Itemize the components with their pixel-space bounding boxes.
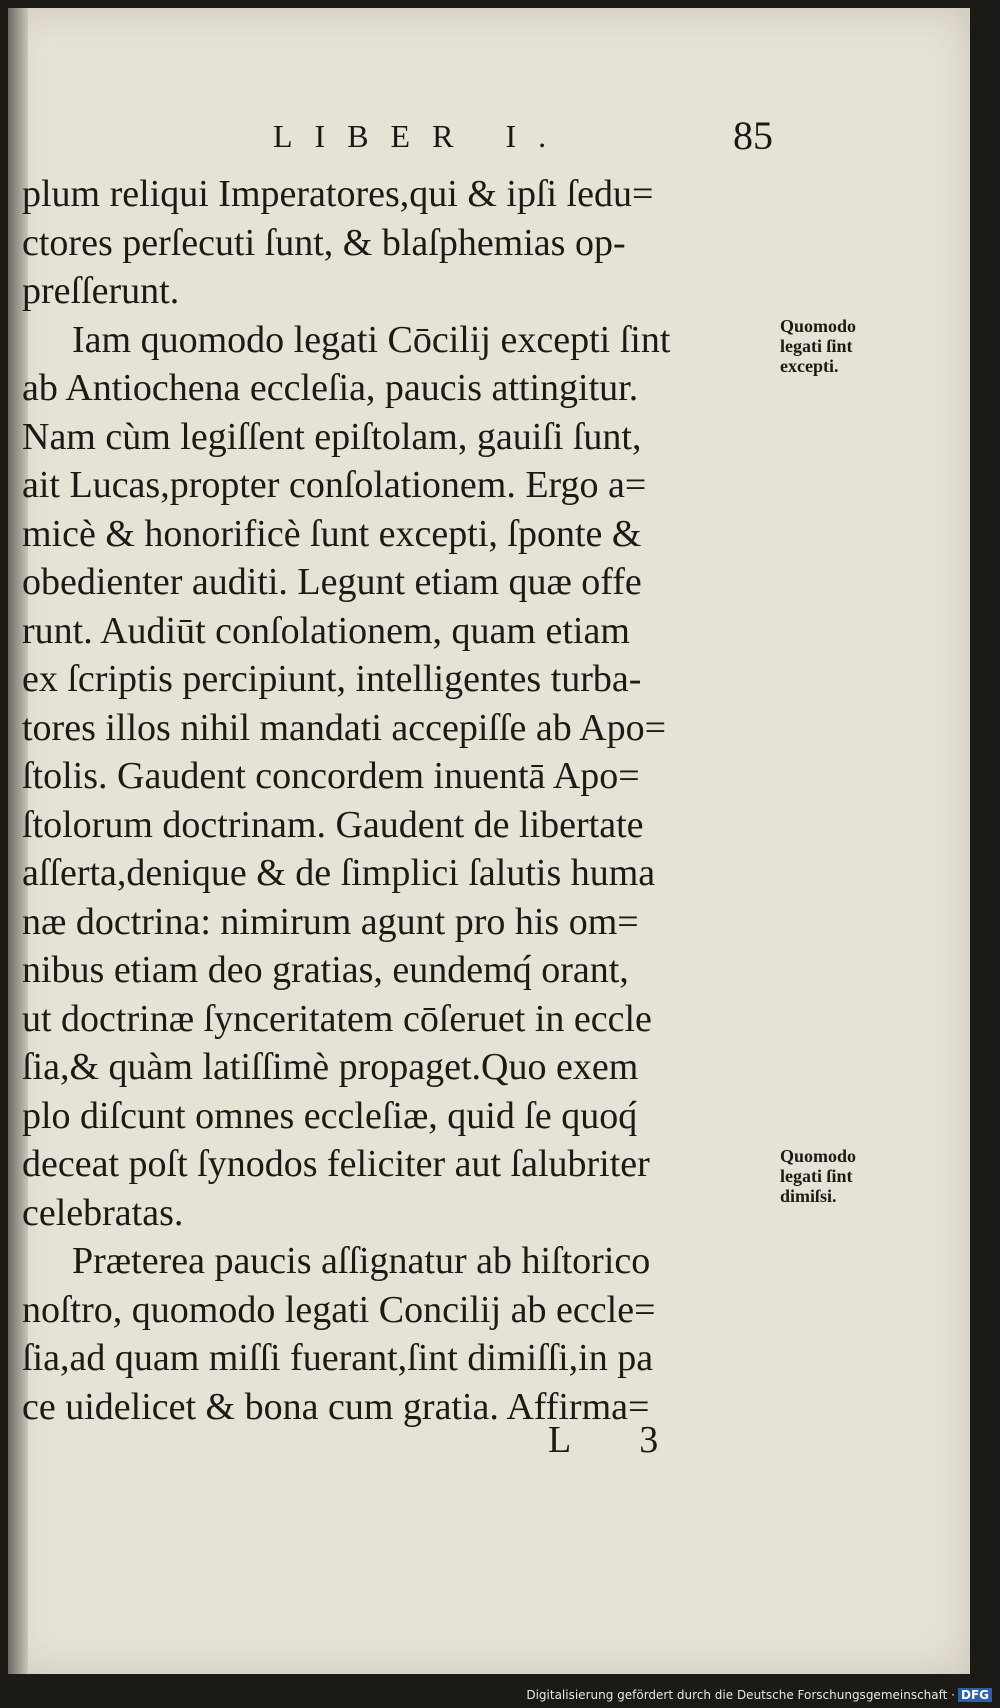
text-line: ut doctrinæ ſynceritatem cōſeruet in eccle	[22, 997, 652, 1040]
book-page	[8, 8, 970, 1674]
text-line: Præterea paucis aſſignatur ab hiſtorico	[72, 1240, 651, 1282]
marginal-line: Quomodo	[780, 316, 857, 336]
text-line: ab Antiochena eccleſia, paucis attingitur.	[22, 367, 639, 409]
text-line: micè & honorificè ſunt excepti, ſponte &	[22, 512, 642, 555]
text-line: ſtolis. Gaudent concordem inuentā Apo=	[22, 755, 640, 797]
signature-mark: L 3	[548, 1419, 689, 1461]
marginal-line: excepti.	[780, 356, 839, 376]
text-line: ex ſcriptis percipiunt, intelligentes turba-	[22, 658, 642, 700]
marginal-note-excepti	[780, 316, 856, 376]
text-line: ait Lucas,propter conſolationem. Ergo a=	[22, 464, 647, 506]
marginal-line: legati ſint	[780, 1166, 853, 1186]
text-line: Iam quomodo legati Cōcilij excepti ſint	[72, 318, 671, 361]
body-text	[22, 170, 782, 1431]
page-header	[263, 113, 783, 158]
text-line: ſtolorum doctrinam. Gaudent de libertate	[22, 803, 644, 846]
marginal-note-dimissi	[780, 1146, 856, 1206]
text-line: deceat poſt ſynodos feliciter aut ſalubriter	[22, 1143, 650, 1185]
text-line: aſſerta,denique & de ſimplici ſalutis huma	[22, 852, 656, 894]
dfg-logo: DFG	[958, 1688, 992, 1702]
marginal-line: legati ſint	[780, 336, 853, 356]
text-line: plum reliqui Imperatores,qui & ipſi ſedu=	[22, 173, 654, 215]
text-line: plo diſcunt omnes eccleſiæ, quid ſe quoq́	[22, 1094, 638, 1137]
text-line: celebratas.	[22, 1191, 184, 1234]
text-line: Nam cùm legiſſent epiſtolam, gauiſi ſunt,	[22, 415, 642, 458]
page-number: 85	[733, 113, 773, 158]
text-line: næ doctrina: nimirum agunt pro his om=	[22, 900, 639, 943]
text-line: ce uidelicet & bona cum gratia. Affirma=	[22, 1385, 650, 1428]
text-line: nibus etiam deo gratias, eundemq́ orant,	[22, 949, 629, 991]
text-line: noſtro, quomodo legati Concilij ab eccle=	[22, 1288, 656, 1331]
marginal-line: Quomodo	[780, 1146, 857, 1166]
text-line: tores illos nihil mandati accepiſſe ab Apo=	[22, 706, 667, 749]
text-line: ctores perſecuti ſunt, & blaſphemias op-	[22, 221, 626, 264]
marginal-line: dimiſsi.	[780, 1186, 837, 1206]
text-line: runt. Audiūt conſolationem, quam etiam	[22, 609, 630, 652]
digitization-credit	[526, 1688, 992, 1702]
credit-text: Digitalisierung gefördert durch die Deutsche Forschungsgemeinschaft ·	[526, 1688, 955, 1702]
text-line: obedienter auditi. Legunt etiam quæ offe	[22, 561, 642, 603]
running-head: LIBER I.	[273, 118, 569, 154]
text-line: ſia,ad quam miſſi fuerant,ſint dimiſſi,in pa	[22, 1337, 654, 1379]
text-line: preſſerunt.	[22, 270, 180, 312]
text-line: ſia,& quàm latiſſimè propaget.Quo exem	[22, 1046, 639, 1088]
